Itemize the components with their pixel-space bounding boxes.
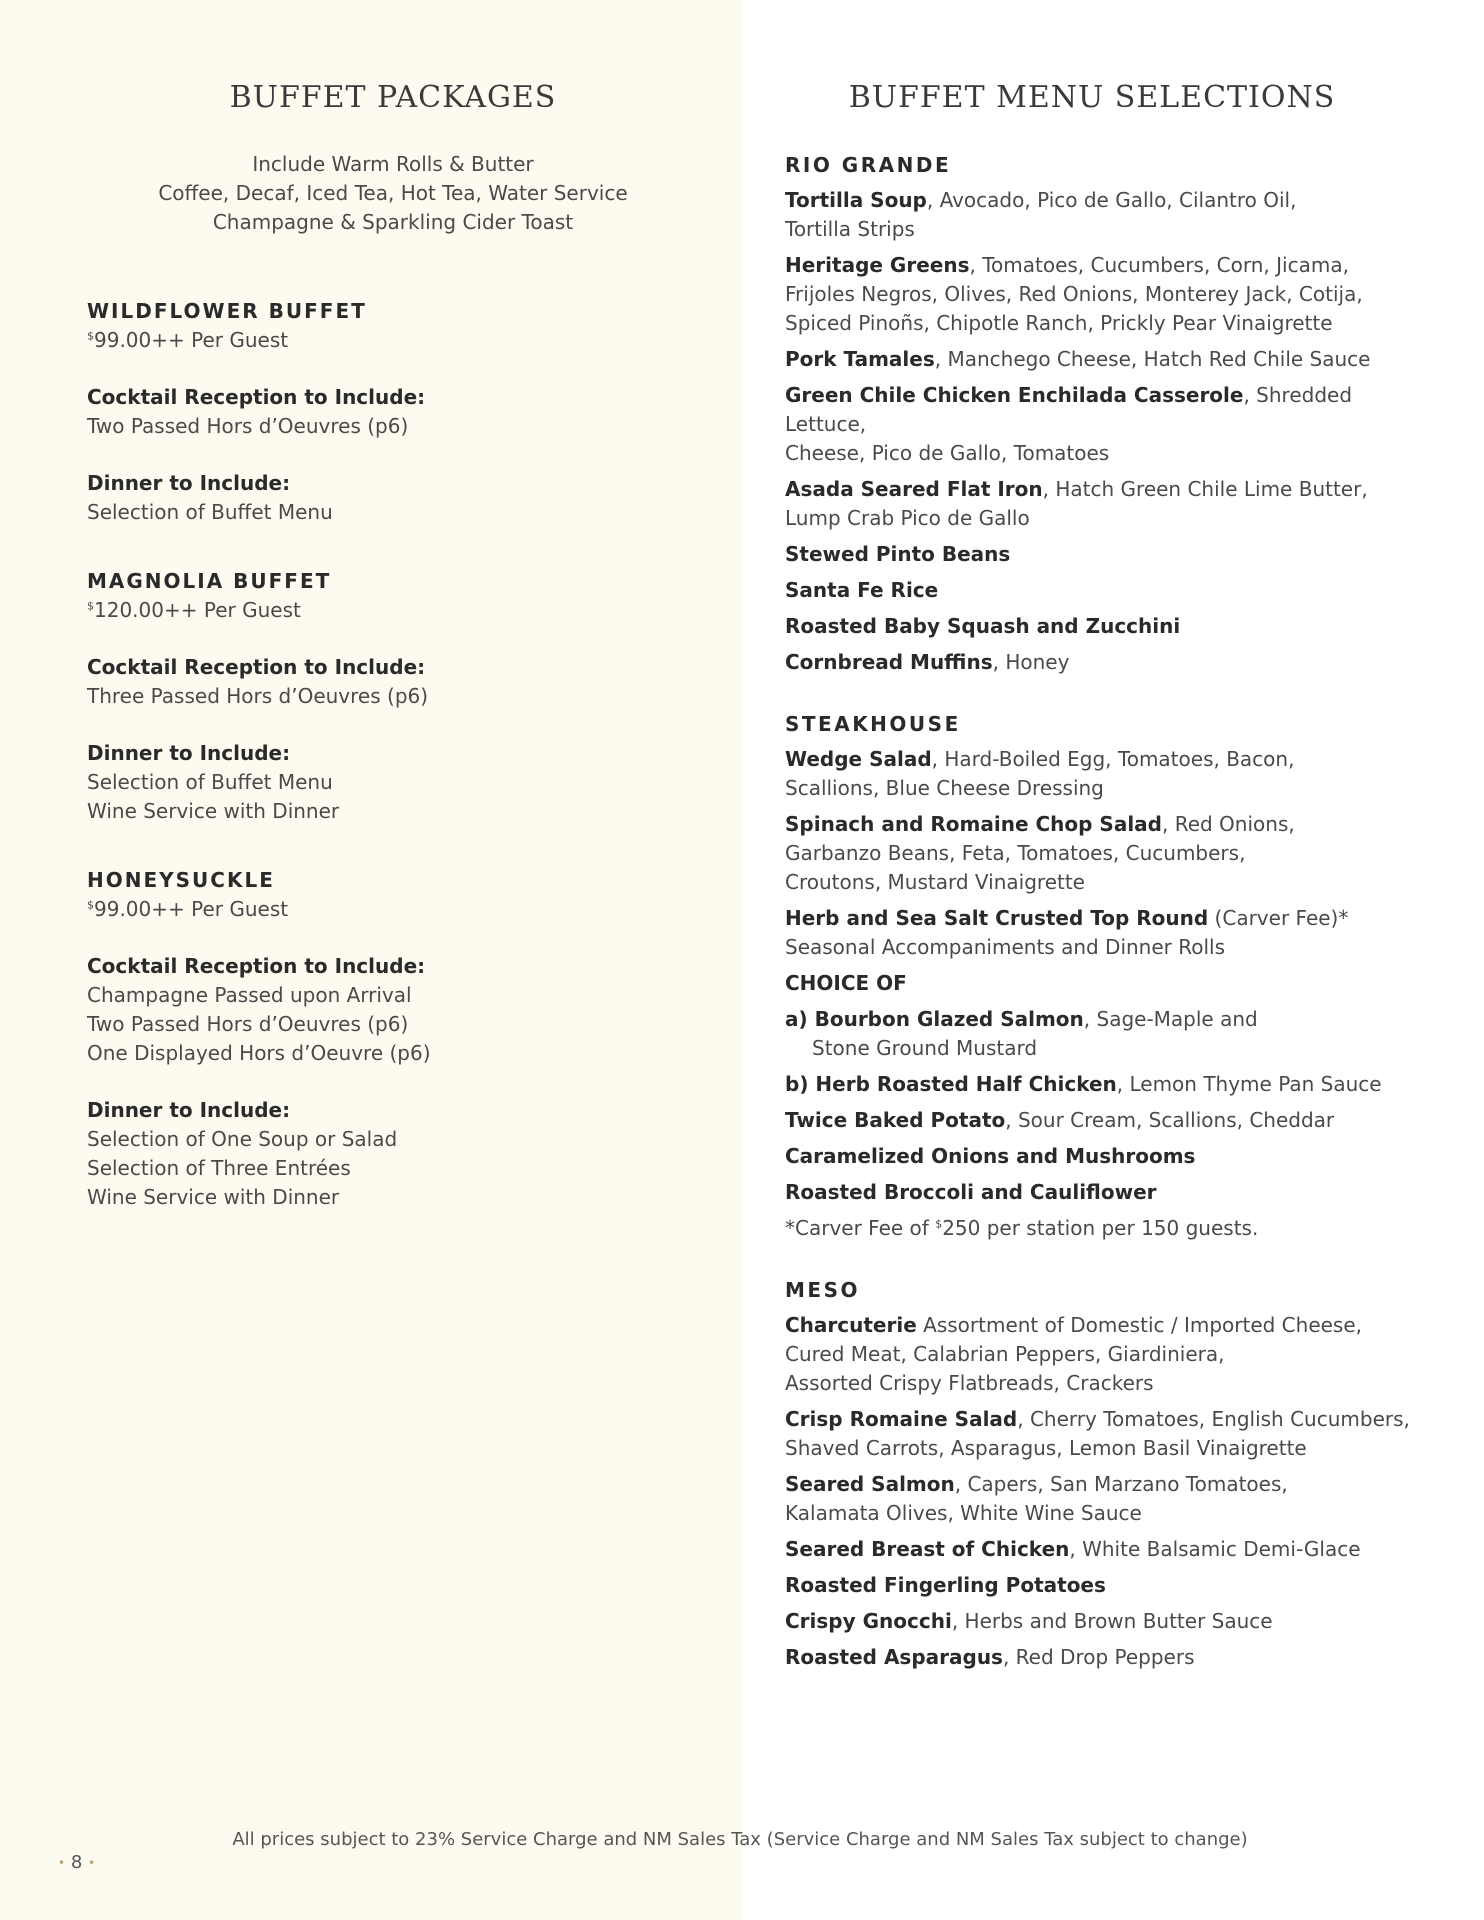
group-line: Selection of Buffet Menu — [87, 500, 333, 524]
package-price: $99.00++ Per Guest — [87, 897, 289, 921]
page-number: • 8 • — [58, 1852, 96, 1873]
intro-line: Coffee, Decaf, Iced Tea, Hot Tea, Water Service — [158, 181, 628, 205]
carver-fee-note: *Carver Fee of $250 per station per 150 guests. — [785, 1216, 1259, 1240]
group-title: Cocktail Reception to Include: — [87, 655, 426, 679]
menu-item: Tortilla Soup, Avocado, Pico de Gallo, Cilantro Oil, Tortilla Strips — [785, 188, 1297, 241]
choice-option: a) Bourbon Glazed Salmon, Sage-Maple and Stone Ground Mustard — [785, 1007, 1258, 1060]
package-group — [87, 383, 707, 441]
package-price: $120.00++ Per Guest — [87, 598, 301, 622]
group-line: Two Passed Hors d’Oeuvres (p6) — [87, 1012, 409, 1036]
package-group — [87, 469, 707, 527]
menu-item: Asada Seared Flat Iron, Hatch Green Chile Lime Butter, Lump Crab Pico de Gallo — [785, 477, 1368, 530]
package-magnolia — [87, 567, 707, 826]
group-line: Selection of One Soup or Salad — [87, 1127, 398, 1151]
menu-item: Heritage Greens, Tomatoes, Cucumbers, Corn, Jicama, Frijoles Negros, Olives, Red Onions, Monterey Jack, Cotija, Spiced Pinoñs, Chipotle Ranch, Prickly Pear Vinaigrette — [785, 253, 1363, 335]
menu-section-title: STEAKHOUSE — [785, 712, 961, 736]
menu-item: Green Chile Chicken Enchilada Casserole, Shredded Lettuce, Cheese, Pico de Gallo, Tomatoes — [785, 383, 1353, 465]
package-wildflower — [87, 297, 707, 527]
menu-section-title: RIO GRANDE — [785, 153, 952, 177]
menu-item: Herb and Sea Salt Crusted Top Round (Carver Fee)* Seasonal Accompaniments and Dinner Rolls — [785, 906, 1349, 959]
group-line: Three Passed Hors d’Oeuvres (p6) — [87, 684, 429, 708]
menu-item: Seared Salmon, Capers, San Marzano Tomatoes, Kalamata Olives, White Wine Sauce — [785, 1472, 1288, 1525]
menu-item: Roasted Baby Squash and Zucchini — [785, 614, 1181, 638]
group-title: Cocktail Reception to Include: — [87, 385, 426, 409]
buffet-packages-title: BUFFET PACKAGES — [229, 80, 557, 115]
packages-list — [87, 297, 707, 1252]
menu-item: Crispy Gnocchi, Herbs and Brown Butter Sauce — [785, 1609, 1273, 1633]
intro-line: Champagne & Sparkling Cider Toast — [212, 210, 574, 234]
group-line: Selection of Three Entrées — [87, 1156, 351, 1180]
group-title: Cocktail Reception to Include: — [87, 954, 426, 978]
menu-item: Charcuterie Assortment of Domestic / Imported Cheese, Cured Meat, Calabrian Peppers, Giardiniera, Assorted Crispy Flatbreads, Crackers — [785, 1313, 1363, 1395]
group-line: Wine Service with Dinner — [87, 799, 340, 823]
menu-section-steakhouse — [785, 710, 1425, 1243]
menu-item: Pork Tamales, Manchego Cheese, Hatch Red Chile Sauce — [785, 347, 1371, 371]
menu-item: Spinach and Romaine Chop Salad, Red Onions, Garbanzo Beans, Feta, Tomatoes, Cucumbers, Croutons, Mustard Vinaigrette — [785, 812, 1295, 894]
menu-item: Cornbread Muffins, Honey — [785, 650, 1070, 674]
package-name: HONEYSUCKLE — [87, 868, 275, 892]
package-honeysuckle — [87, 866, 707, 1212]
menu-item: Wedge Salad, Hard-Boiled Egg, Tomatoes, Bacon, Scallions, Blue Cheese Dressing — [785, 747, 1295, 800]
bullet-icon: • — [58, 1856, 66, 1870]
package-group — [87, 653, 707, 711]
menu-section-rio-grande — [785, 151, 1425, 677]
package-intro — [0, 150, 786, 237]
package-group — [87, 952, 707, 1068]
group-title: Dinner to Include: — [87, 1098, 291, 1122]
package-name: MAGNOLIA BUFFET — [87, 569, 332, 593]
intro-line: Include Warm Rolls & Butter — [252, 152, 534, 176]
group-line: One Displayed Hors d’Oeuvre (p6) — [87, 1041, 431, 1065]
menu-item: Roasted Asparagus, Red Drop Peppers — [785, 1645, 1195, 1669]
menu-item: Seared Breast of Chicken, White Balsamic Demi-Glace — [785, 1537, 1361, 1561]
group-title: Dinner to Include: — [87, 741, 291, 765]
package-name: WILDFLOWER BUFFET — [87, 299, 367, 323]
menu-item: Crisp Romaine Salad, Cherry Tomatoes, English Cucumbers, Shaved Carrots, Asparagus, Lemon Basil Vinaigrette — [785, 1407, 1410, 1460]
menu-item: Twice Baked Potato, Sour Cream, Scallions, Cheddar — [785, 1108, 1335, 1132]
pricing-footnote: All prices subject to 23% Service Charge and NM Sales Tax (Service Charge and NM Sales Tax subject to change) — [232, 1829, 1248, 1850]
menu-selections — [785, 151, 1425, 1705]
buffet-menu-title: BUFFET MENU SELECTIONS — [848, 80, 1336, 115]
group-line: Two Passed Hors d’Oeuvres (p6) — [87, 414, 409, 438]
menu-section-title: MESO — [785, 1278, 860, 1302]
menu-item: Roasted Fingerling Potatoes — [785, 1573, 1106, 1597]
group-line: Wine Service with Dinner — [87, 1185, 340, 1209]
choice-label: CHOICE OF — [785, 971, 907, 995]
group-title: Dinner to Include: — [87, 471, 291, 495]
package-price: $99.00++ Per Guest — [87, 328, 289, 352]
menu-item: Roasted Broccoli and Cauliflower — [785, 1180, 1157, 1204]
group-line: Selection of Buffet Menu — [87, 770, 333, 794]
package-group — [87, 739, 707, 826]
package-group — [87, 1096, 707, 1212]
menu-item: Santa Fe Rice — [785, 578, 939, 602]
choice-option: b) Herb Roasted Half Chicken, Lemon Thyme Pan Sauce — [785, 1072, 1382, 1096]
group-line: Champagne Passed upon Arrival — [87, 983, 412, 1007]
bullet-icon: • — [88, 1856, 96, 1870]
menu-section-meso — [785, 1276, 1425, 1672]
menu-item: Stewed Pinto Beans — [785, 542, 1011, 566]
menu-item: Caramelized Onions and Mushrooms — [785, 1144, 1196, 1168]
